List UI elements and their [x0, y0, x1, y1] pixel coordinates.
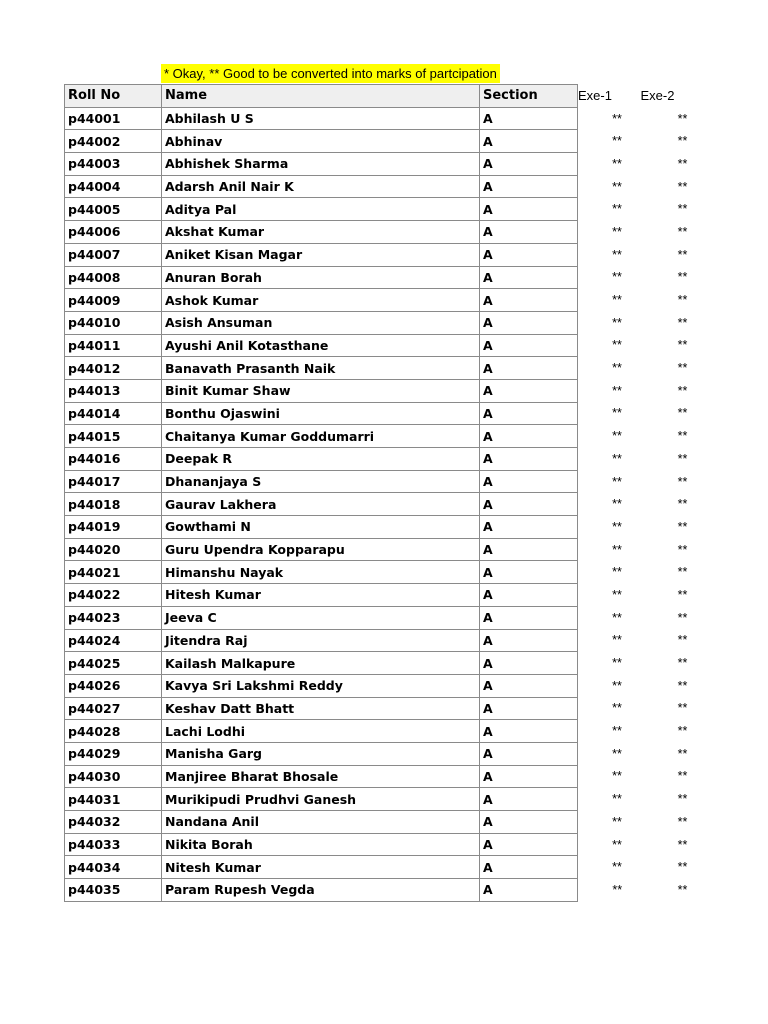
section-cell: A [480, 742, 578, 765]
name-cell: Param Rupesh Vegda [162, 879, 480, 902]
table-row [65, 357, 709, 380]
table-row [65, 425, 709, 448]
name-cell: Abhishek Sharma [162, 153, 480, 176]
roll-no-cell: p44021 [65, 561, 162, 584]
roll-no-cell: p44003 [65, 153, 162, 176]
legend-note: * Okay, ** Good to be converted into marks of partcipation [161, 64, 500, 83]
section-cell: A [480, 652, 578, 675]
table-row [65, 697, 709, 720]
exe-1-cell: ** [612, 247, 622, 262]
table-row [65, 334, 709, 357]
roll-no-cell: p44016 [65, 448, 162, 471]
exe-2-cell: ** [677, 565, 688, 580]
roll-no-cell: p44010 [65, 311, 162, 334]
table-row [65, 720, 709, 743]
exe-2-cell: ** [677, 361, 688, 376]
table-row [65, 516, 709, 539]
exe-1-cell: ** [612, 837, 622, 852]
roll-no-cell: p44007 [65, 243, 162, 266]
roll-no-cell: p44017 [65, 470, 162, 493]
section-cell: A [480, 379, 578, 402]
name-cell: Kavya Sri Lakshmi Reddy [162, 674, 480, 697]
table-row [65, 311, 709, 334]
section-cell: A [480, 493, 578, 516]
header-row [65, 85, 709, 108]
name-cell: Gowthami N [162, 516, 480, 539]
exe-1-cell: ** [612, 451, 622, 466]
exe-2-cell: ** [677, 224, 688, 239]
name-cell: Nikita Borah [162, 833, 480, 856]
roll-no-cell: p44035 [65, 879, 162, 902]
exe-1-cell: ** [612, 542, 622, 557]
exe-1-cell: ** [612, 134, 622, 149]
name-cell: Keshav Datt Bhatt [162, 697, 480, 720]
section-cell: A [480, 811, 578, 834]
roll-no-cell: p44015 [65, 425, 162, 448]
exe-2-cell: ** [677, 497, 688, 512]
section-cell: A [480, 175, 578, 198]
exe-1-cell: ** [612, 678, 622, 693]
table-row [65, 674, 709, 697]
section-cell: A [480, 516, 578, 539]
exe-2-cell: ** [677, 451, 688, 466]
exe-1-cell: ** [612, 474, 622, 489]
section-cell: A [480, 448, 578, 471]
table-row [65, 538, 709, 561]
section-cell: A [480, 334, 578, 357]
name-cell: Manjiree Bharat Bhosale [162, 765, 480, 788]
name-cell: Nitesh Kumar [162, 856, 480, 879]
section-cell: A [480, 107, 578, 130]
table-row [65, 493, 709, 516]
exe-1-cell: ** [612, 860, 622, 875]
section-cell: A [480, 833, 578, 856]
section-cell: A [480, 697, 578, 720]
table-row [65, 379, 709, 402]
name-cell: Guru Upendra Kopparapu [162, 538, 480, 561]
exe-1-cell: ** [612, 315, 622, 330]
roll-no-cell: p44004 [65, 175, 162, 198]
exe-2-cell: ** [677, 383, 688, 398]
name-cell: Jitendra Raj [162, 629, 480, 652]
name-cell: Murikipudi Prudhvi Ganesh [162, 788, 480, 811]
exe-1-cell: ** [612, 587, 622, 602]
name-cell: Lachi Lodhi [162, 720, 480, 743]
exe-2-cell: ** [677, 724, 688, 739]
table-row [65, 561, 709, 584]
exe-1-cell: ** [612, 814, 622, 829]
exe-1-cell: ** [612, 293, 622, 308]
exe-1-cell: ** [612, 338, 622, 353]
name-cell: Gaurav Lakhera [162, 493, 480, 516]
exe-1-cell: ** [612, 179, 622, 194]
exe-2-cell: ** [677, 814, 688, 829]
roll-no-cell: p44029 [65, 742, 162, 765]
section-cell: A [480, 584, 578, 607]
roster-body [65, 85, 709, 902]
exe-2-cell: ** [677, 179, 688, 194]
roll-no-cell: p44002 [65, 130, 162, 153]
name-cell: Akshat Kumar [162, 221, 480, 244]
roll-no-cell: p44032 [65, 811, 162, 834]
exe-2-cell: ** [677, 837, 688, 852]
table-row [65, 402, 709, 425]
exe-1-cell: ** [612, 202, 622, 217]
table-row [65, 652, 709, 675]
roll-no-cell: p44025 [65, 652, 162, 675]
name-cell: Banavath Prasanth Naik [162, 357, 480, 380]
section-cell: A [480, 538, 578, 561]
exe-2-cell: ** [677, 293, 688, 308]
exe-2-cell: ** [677, 633, 688, 648]
exe-2-cell: ** [677, 678, 688, 693]
section-cell: A [480, 470, 578, 493]
header-name: Name [162, 85, 480, 108]
section-cell: A [480, 243, 578, 266]
exe-2-cell: ** [677, 202, 688, 217]
exe-2-cell: ** [677, 882, 688, 897]
table-row [65, 153, 709, 176]
section-cell: A [480, 402, 578, 425]
exe-2-cell: ** [677, 270, 688, 285]
name-cell: Chaitanya Kumar Goddumarri [162, 425, 480, 448]
exe-2-cell: ** [677, 338, 688, 353]
table-row [65, 788, 709, 811]
exe-1-cell: ** [612, 633, 622, 648]
section-cell: A [480, 425, 578, 448]
name-cell: Bonthu Ojaswini [162, 402, 480, 425]
table-row [65, 107, 709, 130]
header-section: Section [480, 85, 578, 108]
roll-no-cell: p44012 [65, 357, 162, 380]
roll-no-cell: p44023 [65, 606, 162, 629]
name-cell: Deepak R [162, 448, 480, 471]
name-cell: Abhilash U S [162, 107, 480, 130]
section-cell: A [480, 720, 578, 743]
section-cell: A [480, 357, 578, 380]
name-cell: Manisha Garg [162, 742, 480, 765]
table-row [65, 175, 709, 198]
exe-2-cell: ** [677, 406, 688, 421]
exe-2-cell: ** [677, 315, 688, 330]
exe-1-cell: ** [612, 429, 622, 444]
exe-2-cell: ** [677, 860, 688, 875]
header-exe-1: Exe-1 [578, 88, 612, 104]
name-cell: Dhananjaya S [162, 470, 480, 493]
exe-1-cell: ** [612, 224, 622, 239]
exe-2-cell: ** [677, 247, 688, 262]
section-cell: A [480, 130, 578, 153]
section-cell: A [480, 311, 578, 334]
section-cell: A [480, 266, 578, 289]
name-cell: Kailash Malkapure [162, 652, 480, 675]
exe-1-cell: ** [612, 270, 622, 285]
name-cell: Hitesh Kumar [162, 584, 480, 607]
header-roll-no: Roll No [65, 85, 162, 108]
roll-no-cell: p44008 [65, 266, 162, 289]
section-cell: A [480, 221, 578, 244]
roll-no-cell: p44033 [65, 833, 162, 856]
exe-2-cell: ** [677, 429, 688, 444]
exe-2-cell: ** [677, 701, 688, 716]
table-row [65, 289, 709, 312]
exe-2-cell: ** [677, 656, 688, 671]
exe-2-cell: ** [677, 769, 688, 784]
roll-no-cell: p44001 [65, 107, 162, 130]
table-row [65, 266, 709, 289]
roll-no-cell: p44019 [65, 516, 162, 539]
name-cell: Aditya Pal [162, 198, 480, 221]
roll-no-cell: p44030 [65, 765, 162, 788]
name-cell: Aniket Kisan Magar [162, 243, 480, 266]
exe-2-cell: ** [677, 134, 688, 149]
exe-2-cell: ** [677, 746, 688, 761]
section-cell: A [480, 198, 578, 221]
name-cell: Nandana Anil [162, 811, 480, 834]
exe-1-cell: ** [612, 406, 622, 421]
exe-1-cell: ** [612, 701, 622, 716]
roll-no-cell: p44034 [65, 856, 162, 879]
roll-no-cell: p44009 [65, 289, 162, 312]
section-cell: A [480, 561, 578, 584]
exe-2-cell: ** [677, 610, 688, 625]
exe-1-cell: ** [612, 746, 622, 761]
roll-no-cell: p44022 [65, 584, 162, 607]
roll-no-cell: p44028 [65, 720, 162, 743]
exe-1-cell: ** [612, 656, 622, 671]
roll-no-cell: p44011 [65, 334, 162, 357]
table-row [65, 629, 709, 652]
section-cell: A [480, 289, 578, 312]
table-row [65, 811, 709, 834]
exe-1-cell: ** [612, 792, 622, 807]
roll-no-cell: p44014 [65, 402, 162, 425]
section-cell: A [480, 606, 578, 629]
name-cell: Ashok Kumar [162, 289, 480, 312]
exe-2-cell: ** [677, 156, 688, 171]
table-row [65, 765, 709, 788]
section-cell: A [480, 629, 578, 652]
exe-2-cell: ** [677, 587, 688, 602]
roll-no-cell: p44013 [65, 379, 162, 402]
exe-2-cell: ** [677, 792, 688, 807]
name-cell: Binit Kumar Shaw [162, 379, 480, 402]
exe-1-cell: ** [612, 519, 622, 534]
roll-no-cell: p44005 [65, 198, 162, 221]
exe-1-cell: ** [612, 724, 622, 739]
exe-2-cell: ** [677, 519, 688, 534]
table-row [65, 448, 709, 471]
exe-2-cell: ** [677, 542, 688, 557]
name-cell: Abhinav [162, 130, 480, 153]
roster-table [64, 84, 709, 902]
name-cell: Anuran Borah [162, 266, 480, 289]
roll-no-cell: p44026 [65, 674, 162, 697]
header-exe-2: Exe-2 [640, 88, 675, 104]
table-row [65, 198, 709, 221]
name-cell: Himanshu Nayak [162, 561, 480, 584]
table-row [65, 243, 709, 266]
roll-no-cell: p44027 [65, 697, 162, 720]
section-cell: A [480, 788, 578, 811]
exe-1-cell: ** [612, 769, 622, 784]
exe-2-cell: ** [677, 474, 688, 489]
table-row [65, 470, 709, 493]
section-cell: A [480, 879, 578, 902]
table-row [65, 742, 709, 765]
roll-no-cell: p44020 [65, 538, 162, 561]
roll-no-cell: p44024 [65, 629, 162, 652]
section-cell: A [480, 153, 578, 176]
exe-1-cell: ** [612, 383, 622, 398]
exe-1-cell: ** [612, 156, 622, 171]
exe-1-cell: ** [612, 610, 622, 625]
table-row [65, 879, 709, 902]
exe-1-cell: ** [612, 565, 622, 580]
section-cell: A [480, 674, 578, 697]
section-cell: A [480, 856, 578, 879]
exe-2-cell: ** [677, 111, 688, 126]
exe-1-cell: ** [612, 497, 622, 512]
name-cell: Ayushi Anil Kotasthane [162, 334, 480, 357]
exe-1-cell: ** [612, 361, 622, 376]
table-row [65, 833, 709, 856]
table-row [65, 606, 709, 629]
name-cell: Asish Ansuman [162, 311, 480, 334]
exe-1-cell: ** [612, 111, 622, 126]
roll-no-cell: p44031 [65, 788, 162, 811]
roll-no-cell: p44018 [65, 493, 162, 516]
table-row [65, 856, 709, 879]
exe-1-cell: ** [612, 882, 623, 897]
table-row [65, 221, 709, 244]
table-row [65, 130, 709, 153]
name-cell: Adarsh Anil Nair K [162, 175, 480, 198]
table-row [65, 584, 709, 607]
section-cell: A [480, 765, 578, 788]
name-cell: Jeeva C [162, 606, 480, 629]
roll-no-cell: p44006 [65, 221, 162, 244]
